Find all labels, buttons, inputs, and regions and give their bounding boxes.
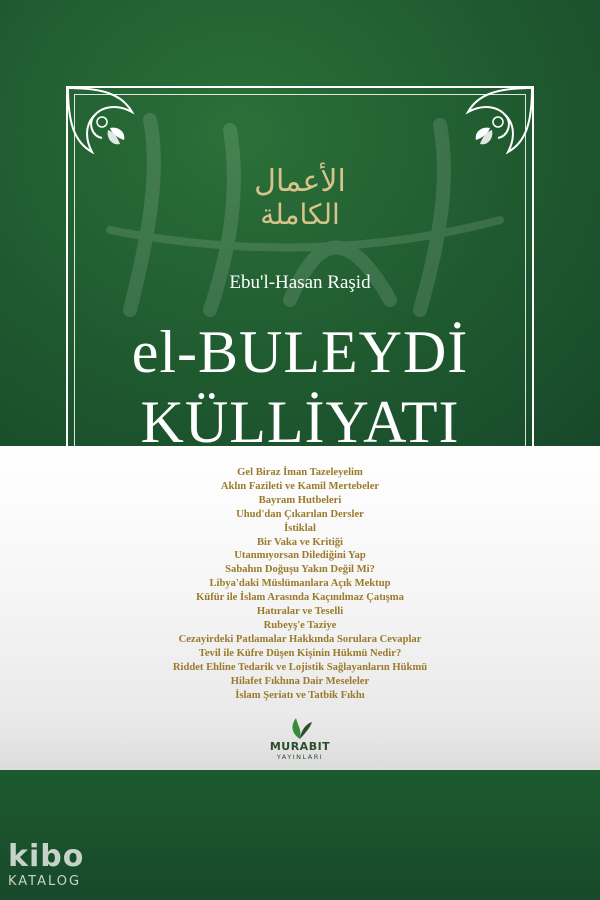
corner-ornament-right-icon [448,82,538,172]
book-title-line1: el-BULEYDİ [131,319,469,385]
kibo-watermark [8,839,85,889]
contents-item: İslam Şeriatı ve Tatbik Fıkhı [235,689,365,701]
contents-item: Hatıralar ve Teselli [256,606,344,618]
contents-item: Tevil ile Küfre Düşen Kişinin Hükmü Nedir? [198,647,402,659]
contents-item: Aklın Fazileti ve Kamil Mertebeler [220,480,380,492]
contents-item: Libya'daki Müslümanlara Açık Mektup [209,578,391,590]
contents-item: Cezayirdeki Patlamalar Hakkında Sorulara Cevaplar [178,633,422,645]
watermark-sub: KATALOG [8,874,82,889]
book-title-line2: KÜLLİYATI [140,389,460,455]
publisher-subtitle: YAYINLARI [276,753,324,761]
cover-bottom-green [0,770,600,900]
publisher-name: MURABIT [269,740,331,753]
publisher-logo [250,716,350,766]
contents-item: Riddet Ehline Tedarik ve Lojistik Sağlayanların Hükmü [172,661,428,673]
watermark-brand: kibo [8,839,85,874]
contents-list [0,466,600,702]
leaf-icon [286,716,314,740]
contents-item: Bayram Hutbeleri [258,494,342,506]
contents-item: Bir Vaka ve Kritiği [256,536,344,548]
arabic-title-line1: الأعمال [254,164,346,199]
author-name: Ebu'l-Hasan Raşid [229,272,371,293]
arabic-title-line2: الكاملة [260,198,340,231]
contents-item: Küfür ile İslam Arasında Kaçınılmaz Çatışma [196,592,404,604]
contents-item: Gel Biraz İman Tazeleyelim [237,467,363,478]
contents-item: Hilafet Fıkhına Dair Meseleler [230,675,370,687]
corner-ornament-left-icon [62,82,152,172]
contents-item: İstiklal [284,522,316,534]
contents-item: Sabahın Doğuşu Yakın Değil Mi? [225,564,375,576]
contents-item: Utanmıyorsan Dilediğini Yap [234,550,366,562]
contents-item: Uhud'dan Çıkarılan Dersler [236,508,364,520]
contents-item: Rubeyş'e Taziye [263,619,337,631]
